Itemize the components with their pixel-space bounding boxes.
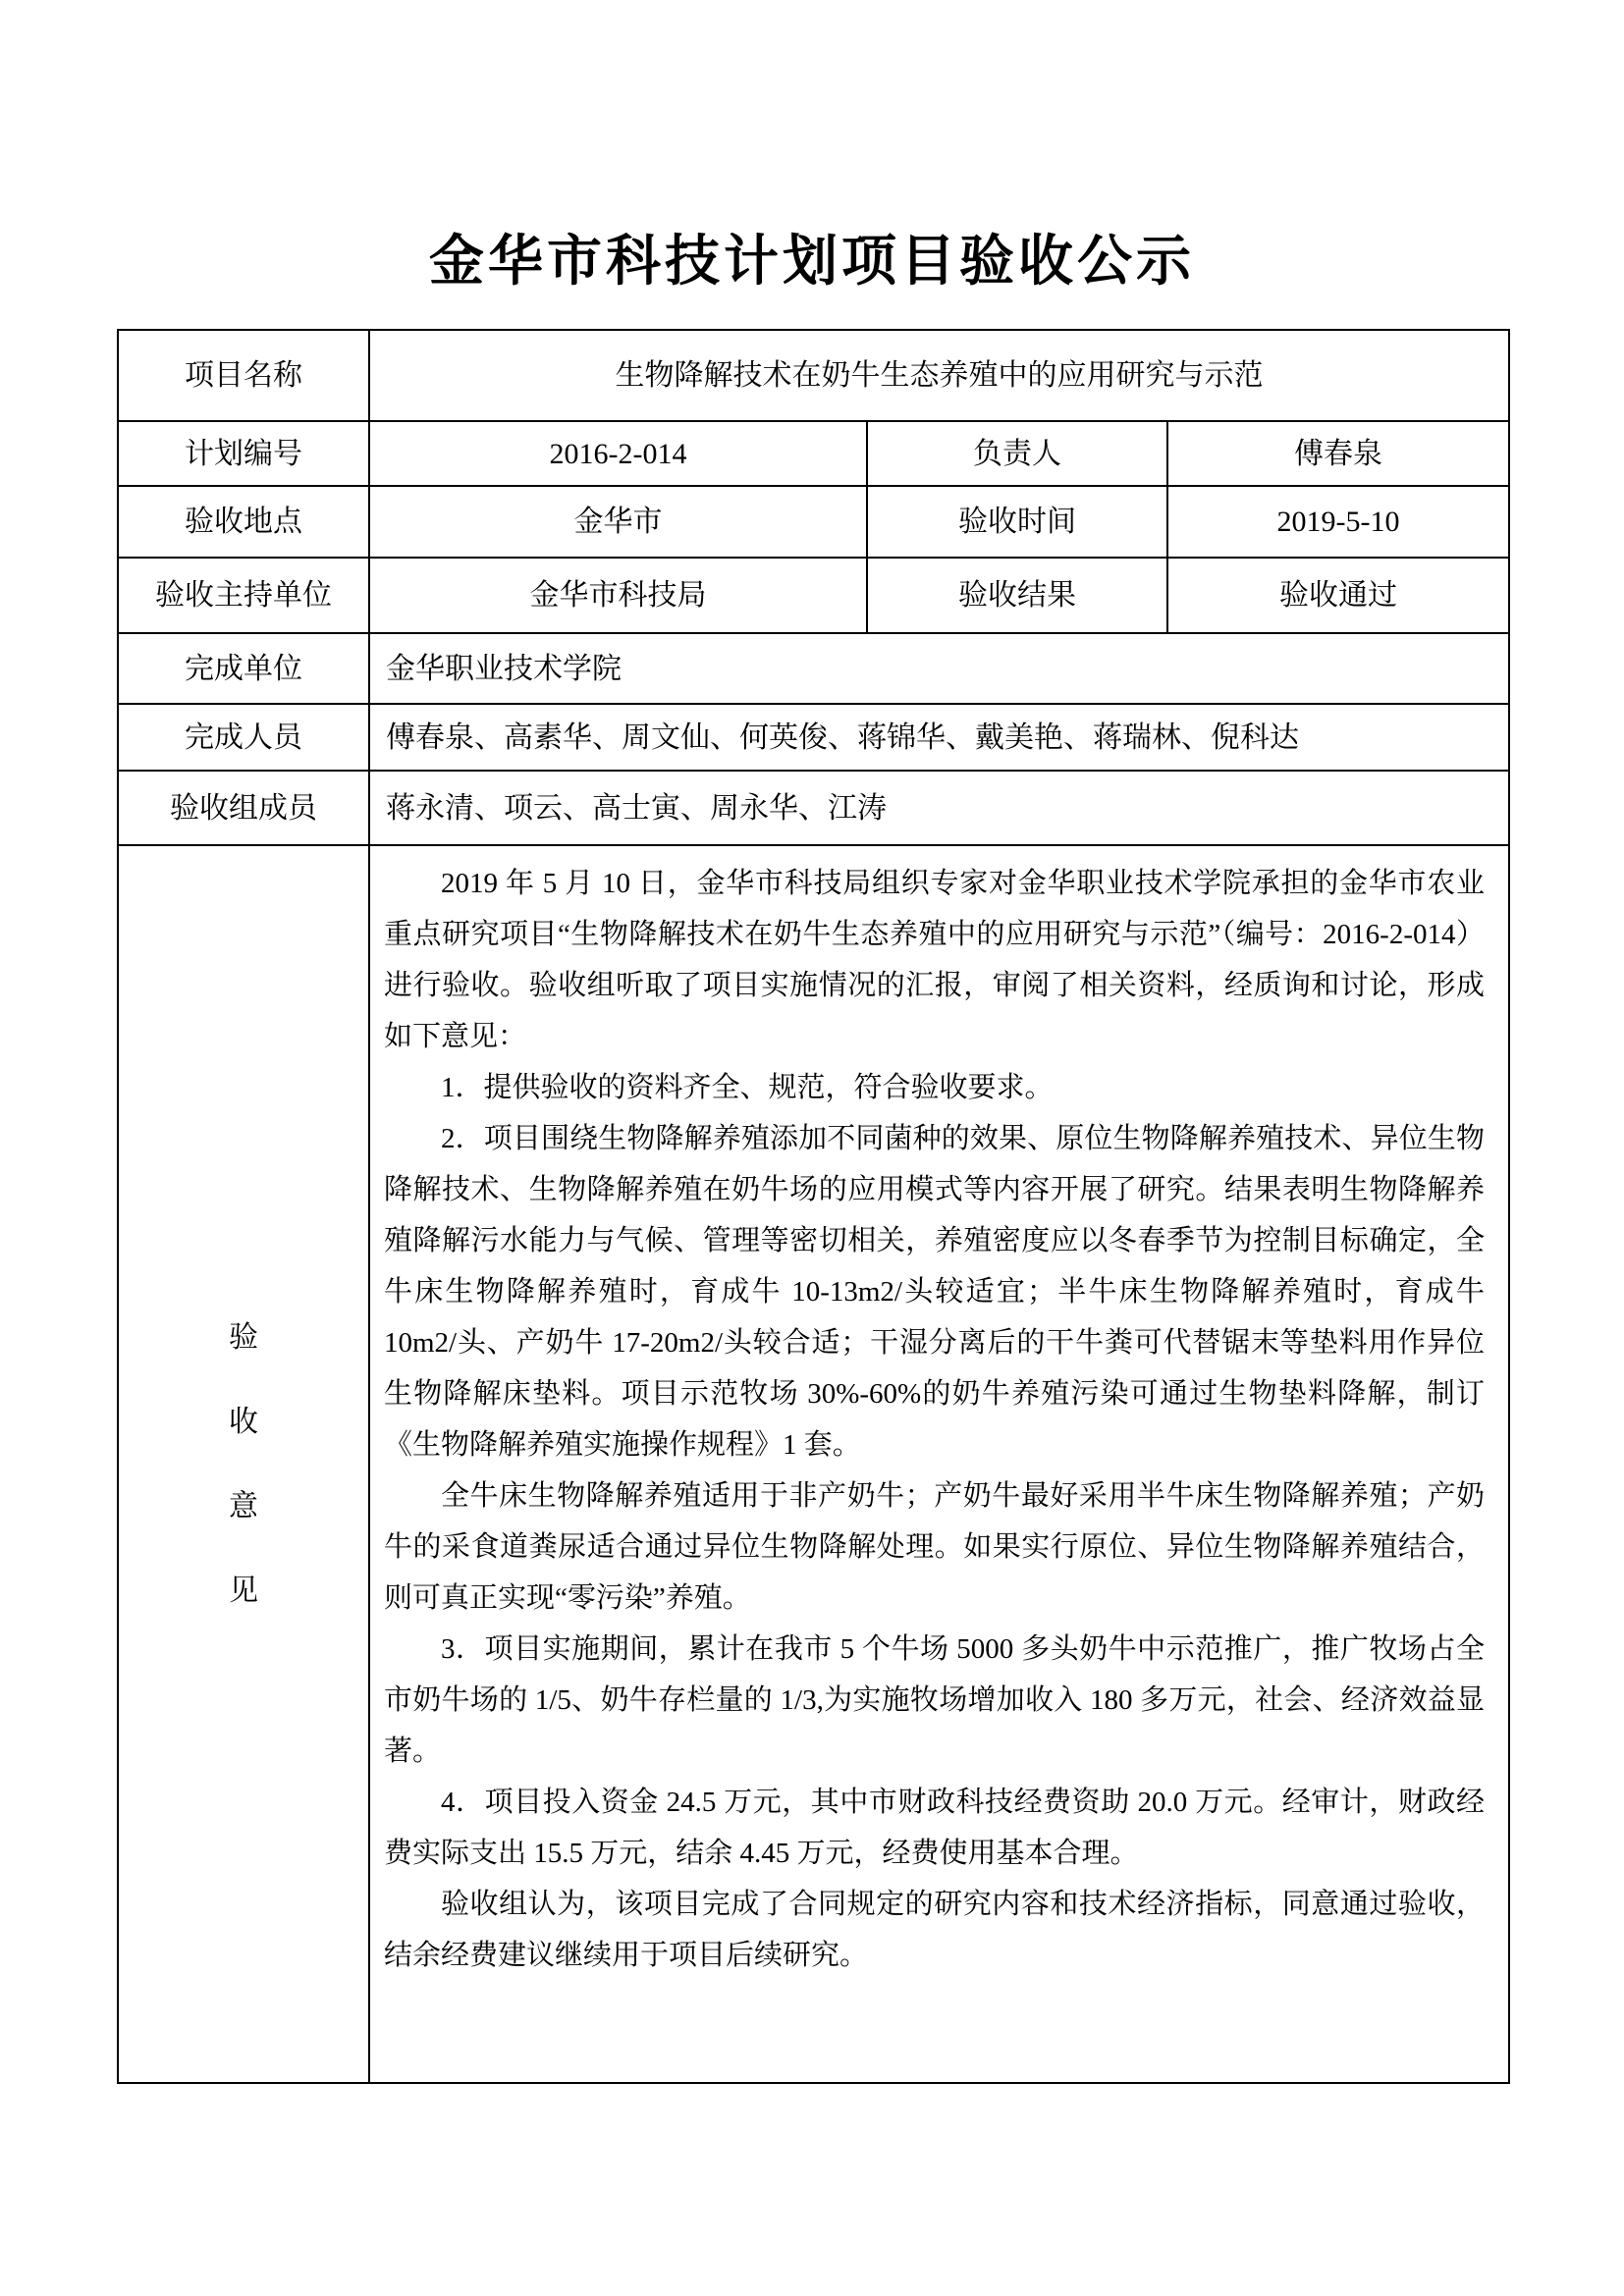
plan-number-value: 2016-2-014: [369, 421, 867, 486]
table-row: [118, 421, 1509, 486]
opinion-paragraph: 全牛床生物降解养殖适用于非产奶牛；产奶牛最好采用半牛床生物降解养殖；产奶牛的采食道粪尿适合通过异位生物降解处理。如果实行原位、异位生物降解养殖结合，则可真正实现“零污染”养殖。: [384, 1480, 1485, 1614]
host-unit-value: 金华市科技局: [369, 558, 867, 633]
opinion-label-char: 见: [229, 1574, 258, 1607]
acceptance-group-label: 验收组成员: [118, 771, 369, 845]
opinion-label-char: 意: [229, 1489, 258, 1522]
project-name-label: 项目名称: [118, 330, 369, 421]
opinion-paragraph: 2019 年 5 月 10 日，金华市科技局组织专家对金华职业技术学院承担的金华市农业重点研究项目“生物降解技术在奶牛生态养殖中的应用研究与示范”（编号：2016-2-014）进行验收。验收组听取了项目实施情况的汇报，审阅了相关资料，经质询和讨论，形成如下意见：: [384, 868, 1485, 1052]
completion-unit-label: 完成单位: [118, 633, 369, 704]
opinion-vertical-label: [118, 845, 369, 2083]
opinion-paragraph: 4．项目投入资金 24.5 万元，其中市财政科技经费资助 20.0 万元。经审计，财政经费实际支出 15.5 万元，结余 4.45 万元，经费使用基本合理。: [384, 1787, 1485, 1869]
page-title: 金华市科技计划项目验收公示: [429, 232, 1195, 293]
completion-members-label: 完成人员: [118, 704, 369, 771]
table-row: [118, 330, 1509, 421]
table-row: [118, 845, 1509, 2083]
result-value: 验收通过: [1167, 558, 1509, 633]
project-name-value: 生物降解技术在奶牛生态养殖中的应用研究与示范: [369, 330, 1509, 421]
table-row: [118, 486, 1509, 558]
table-row: [118, 558, 1509, 633]
date-label: 验收时间: [867, 486, 1167, 558]
completion-members-value: 傅春泉、高素华、周文仙、何英俊、蒋锦华、戴美艳、蒋瑞林、倪科达: [369, 704, 1509, 771]
opinion-label-char: 验: [229, 1320, 258, 1354]
plan-number-label: 计划编号: [118, 421, 369, 486]
acceptance-group-value: 蒋永清、项云、高士寅、周永华、江涛: [369, 771, 1509, 845]
leader-label: 负责人: [867, 421, 1167, 486]
date-value: 2019-5-10: [1167, 486, 1509, 558]
completion-unit-value: 金华职业技术学院: [369, 633, 1509, 704]
table-row: [118, 771, 1509, 845]
result-label: 验收结果: [867, 558, 1167, 633]
host-unit-label: 验收主持单位: [118, 558, 369, 633]
leader-value: 傅春泉: [1167, 421, 1509, 486]
opinion-paragraph: 验收组认为，该项目完成了合同规定的研究内容和技术经济指标，同意通过验收，结余经费建议继续用于项目后续研究。: [384, 1889, 1485, 1971]
opinion-label-char: 收: [229, 1405, 258, 1438]
location-label: 验收地点: [118, 486, 369, 558]
location-value: 金华市: [369, 486, 867, 558]
opinion-label-chars: [127, 1320, 360, 1607]
table-row: [118, 704, 1509, 771]
opinion-paragraph: 1．提供验收的资料齐全、规范，符合验收要求。: [441, 1072, 1054, 1103]
opinion-paragraph: 3．项目实施期间，累计在我市 5 个牛场 5000 多头奶牛中示范推广，推广牧场占全市奶牛场的 1/5、奶牛存栏量的 1/3,为实施牧场增加收入 180 多万元，社会、经济效益显著。: [384, 1633, 1485, 1767]
opinion-paragraph: 2．项目围绕生物降解养殖添加不同菌种的效果、原位生物降解养殖技术、异位生物降解技术、生物降解养殖在奶牛场的应用模式等内容开展了研究。结果表明生物降解养殖降解污水能力与气候、管理等密切相关，养殖密度应以冬春季节为控制目标确定，全牛床生物降解养殖时，育成牛 10-13m2/头较适宜；半牛床生物降解养殖时，育成牛 10m2/头、产奶牛 17-20m2/头较合适；干湿分离后的干牛粪可代替锯末等垫料用作异位生物降解床垫料。项目示范牧场 30%-60%的奶牛养殖污染可通过生物垫料降解，制订《生物降解养殖实施操作规程》1 套。: [384, 1123, 1485, 1461]
opinion-text-cell: [369, 845, 1509, 2083]
acceptance-table: [117, 329, 1510, 2084]
table-row: [118, 633, 1509, 704]
